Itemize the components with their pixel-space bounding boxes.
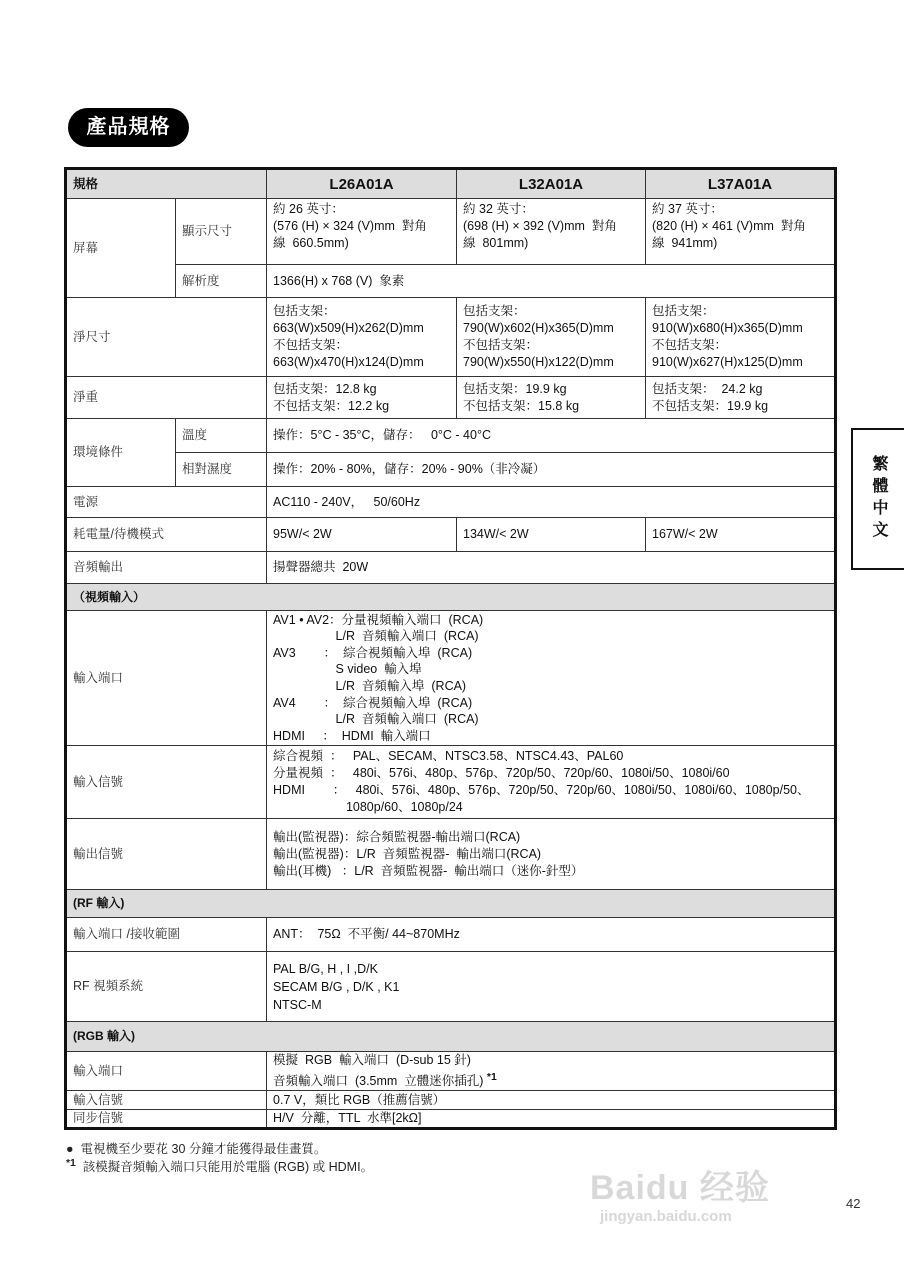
cell: 操作：5°C - 35°C，儲存： 0°C - 40°C — [267, 419, 836, 453]
row-label: 環境條件 — [66, 419, 176, 487]
spec-header-label: 規格 — [66, 169, 267, 199]
cell — [267, 1052, 836, 1091]
row-sublabel: 解析度 — [176, 265, 267, 298]
section-row — [66, 1022, 836, 1052]
cell: 95W/< 2W — [267, 518, 457, 552]
bullet-icon: ● — [66, 1142, 74, 1156]
watermark-brand: Baidu 经验 — [590, 1169, 770, 1207]
language-tab-label: 繁體中文 — [870, 455, 887, 543]
table-row — [66, 746, 836, 819]
footnote — [66, 1139, 326, 1157]
row-label: 淨尺寸 — [66, 298, 267, 377]
row-label: 電源 — [66, 487, 267, 518]
row-sublabel: 顯示尺寸 — [176, 199, 267, 265]
watermark-url: jingyan.baidu.com — [600, 1208, 732, 1225]
table-row — [66, 487, 836, 518]
header-row — [66, 169, 836, 199]
section-video-input: （視頻輸入） — [66, 584, 836, 611]
row-label: 輸入端口 — [66, 1052, 267, 1091]
page-title: 產品規格 — [68, 108, 189, 147]
cell: 綜合視頻 ： PAL、SECAM、NTSC3.58、NTSC4.43、PAL60 分量視頻 ： 480i、576i、480p、576p、720p/50、720p/60、1080i/50、1080i/60 HDMI ： 480i、576i、480p、576p、720p/50、720p/60、1080i/50、1080i/60、1080p/50、 1080p/60、1080p/24 — [267, 746, 836, 819]
table-row — [66, 952, 836, 1022]
footnote-text: 該模擬音頻輸入端口只能用於電腦 (RGB) 或 HDMI。 — [82, 1160, 374, 1174]
row-label: 淨重 — [66, 377, 267, 419]
spec-table — [64, 167, 837, 1130]
section-rgb-input: (RGB 輸入) — [66, 1022, 836, 1052]
cell: PAL B/G, H , I ,D/K SECAM B/G , D/K , K1 NTSC-M — [267, 952, 836, 1022]
section-rf-input: (RF 輸入) — [66, 890, 836, 918]
cell: 167W/< 2W — [646, 518, 836, 552]
section-row — [66, 584, 836, 611]
row-label: 輸入信號 — [66, 746, 267, 819]
cell: 操作：20% - 80%，儲存：20% - 90%（非冷凝） — [267, 453, 836, 487]
model-l37: L37A01A — [646, 169, 836, 199]
cell: H/V 分離，TTL 水準[2kΩ] — [267, 1110, 836, 1129]
cell: ANT： 75Ω 不平衡/ 44~870MHz — [267, 918, 836, 952]
cell: 包括支架：19.9 kg 不包括支架：15.8 kg — [457, 377, 646, 419]
footnote — [66, 1157, 373, 1175]
table-row — [66, 377, 836, 419]
cell: 約 26 英寸： (576 (H) × 324 (V)mm 對角 線 660.5mm) — [267, 199, 457, 265]
cell: 0.7 V，類比 RGB（推薦信號） — [267, 1091, 836, 1110]
table-row — [66, 199, 836, 265]
table-row — [66, 1110, 836, 1129]
rgb-port-text: 模擬 RGB 輸入端口 (D-sub 15 針) 音頻輸入端口 (3.5mm 立體迷你插孔) — [273, 1053, 484, 1089]
row-label: 輸入端口 /接收範圍 — [66, 918, 267, 952]
row-label: 輸入信號 — [66, 1091, 267, 1110]
row-sublabel: 相對濕度 — [176, 453, 267, 487]
table-row — [66, 918, 836, 952]
cell: 包括支架： 910(W)x680(H)x365(D)mm 不包括支架： 910(W)x627(H)x125(D)mm — [646, 298, 836, 377]
table-row — [66, 453, 836, 487]
table-row — [66, 1091, 836, 1110]
table-row — [66, 298, 836, 377]
footnote-mark: *1 — [486, 1072, 497, 1083]
table-row — [66, 552, 836, 584]
row-label: RF 視頻系統 — [66, 952, 267, 1022]
table-row — [66, 419, 836, 453]
row-label: 屏幕 — [66, 199, 176, 298]
cell: 輸出(監視器)：綜合頻監視器-輸出端口(RCA) 輸出(監視器)：L/R 音頻監視器- 輸出端口(RCA) 輸出(耳機) ：L/R 音頻監視器- 輸出端口（迷你-針型） — [267, 819, 836, 890]
table-row — [66, 819, 836, 890]
cell: 1366(H) x 768 (V) 象素 — [267, 265, 836, 298]
table-row — [66, 265, 836, 298]
row-label: 輸入端口 — [66, 611, 267, 746]
cell: 約 32 英寸： (698 (H) × 392 (V)mm 對角 線 801mm) — [457, 199, 646, 265]
cell: AC110 - 240V， 50/60Hz — [267, 487, 836, 518]
cell: 包括支架： 24.2 kg 不包括支架：19.9 kg — [646, 377, 836, 419]
page-number: 42 — [846, 1196, 861, 1211]
cell: AV1 • AV2：分量視頻輸入端口 (RCA) L/R 音頻輸入端口 (RCA) AV3 ： 綜合視頻輸入埠 (RCA) S video 輸入埠 L/R 音頻輸入埠 (RCA) AV4 ： 綜合視頻輸入埠 (RCA) L/R 音頻輸入端口 (RCA) HDMI ： HDMI 輸入端口 — [267, 611, 836, 746]
row-label: 輸出信號 — [66, 819, 267, 890]
language-tab — [851, 428, 904, 570]
cell: 包括支架： 663(W)x509(H)x262(D)mm 不包括支架： 663(W)x470(H)x124(D)mm — [267, 298, 457, 377]
cell: 包括支架： 790(W)x602(H)x365(D)mm 不包括支架： 790(W)x550(H)x122(D)mm — [457, 298, 646, 377]
cell: 約 37 英寸： (820 (H) × 461 (V)mm 對角 線 941mm) — [646, 199, 836, 265]
table-row — [66, 611, 836, 746]
section-row — [66, 890, 836, 918]
cell: 包括支架：12.8 kg 不包括支架：12.2 kg — [267, 377, 457, 419]
footnote-text: 電視機至少要花 30 分鐘才能獲得最佳畫質。 — [80, 1142, 327, 1156]
watermark — [590, 1168, 830, 1226]
model-l26: L26A01A — [267, 169, 457, 199]
row-label: 耗電量/待機模式 — [66, 518, 267, 552]
cell: 134W/< 2W — [457, 518, 646, 552]
row-label: 同步信號 — [66, 1110, 267, 1129]
table-row — [66, 518, 836, 552]
row-sublabel: 溫度 — [176, 419, 267, 453]
table-row — [66, 1052, 836, 1091]
footnote-mark: *1 — [66, 1157, 76, 1169]
cell: 揚聲器總共 20W — [267, 552, 836, 584]
row-label: 音頻輸出 — [66, 552, 267, 584]
model-l32: L32A01A — [457, 169, 646, 199]
